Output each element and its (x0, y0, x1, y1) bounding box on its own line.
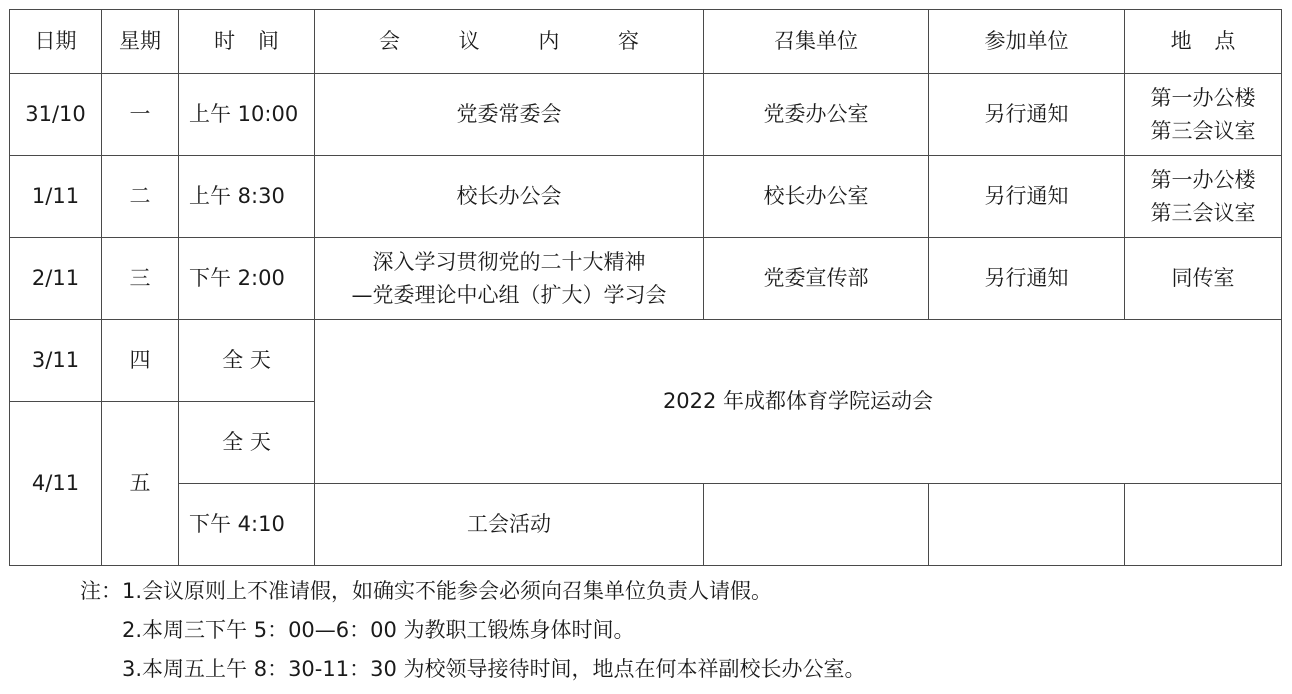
cell-content (315, 156, 704, 238)
cell-content-line: 校长办公会 (456, 184, 562, 208)
cell-convener: 校长办公室 (704, 156, 929, 238)
cell-time: 下午 4:10 (179, 484, 315, 566)
cell-date: 1/11 (10, 156, 102, 238)
cell-weekday: 一 (102, 74, 179, 156)
note-item (0, 572, 1292, 611)
table-row (10, 238, 1282, 320)
note-text: 1.会议原则上不准请假，如确实不能参会必须向召集单位负责人请假。 (122, 579, 773, 603)
note-text: 2.本周三下午 5：00—6：00 为教职工锻炼身体时间。 (122, 618, 635, 642)
cell-weekday: 二 (102, 156, 179, 238)
cell-weekday: 三 (102, 238, 179, 320)
cell-time: 上午 10:00 (179, 74, 315, 156)
cell-time: 全 天 (179, 402, 315, 484)
cell-date: 3/11 (10, 320, 102, 402)
table-row (10, 320, 1282, 402)
header-time: 时 间 (179, 10, 315, 74)
merged-event-cell: 2022 年成都体育学院运动会 (315, 320, 1282, 484)
cell-location-line: 第一办公楼 (1150, 167, 1256, 192)
header-row (10, 10, 1282, 74)
cell-content-line: 深入学习贯彻党的二十大精神 (372, 249, 646, 274)
cell-content (315, 74, 704, 156)
table-row (10, 74, 1282, 156)
cell-attendees (929, 484, 1125, 566)
cell-location-line: 第三会议室 (1150, 118, 1256, 143)
cell-time: 下午 2:00 (179, 238, 315, 320)
cell-attendees: 另行通知 (929, 74, 1125, 156)
notes-section (0, 572, 1292, 689)
cell-time: 全 天 (179, 320, 315, 402)
header-weekday: 星期 (102, 10, 179, 74)
table-row (10, 484, 1282, 566)
table-row (10, 156, 1282, 238)
cell-date: 2/11 (10, 238, 102, 320)
cell-location (1125, 238, 1282, 320)
cell-content-line: 工会活动 (467, 512, 551, 536)
note-item (0, 650, 1292, 689)
cell-location-line: 同传室 (1171, 266, 1235, 290)
meeting-schedule-table (9, 9, 1282, 566)
header-date: 日期 (10, 10, 102, 74)
notes-prefix: 注： (80, 579, 122, 603)
cell-date: 31/10 (10, 74, 102, 156)
note-item (0, 611, 1292, 650)
cell-location (1125, 156, 1282, 238)
cell-location (1125, 74, 1282, 156)
cell-location-line: 第三会议室 (1150, 200, 1256, 225)
cell-time: 上午 8:30 (179, 156, 315, 238)
header-content: 会 议 内 容 (315, 10, 704, 74)
cell-convener: 党委宣传部 (704, 238, 929, 320)
cell-convener: 党委办公室 (704, 74, 929, 156)
cell-content (315, 238, 704, 320)
cell-convener (704, 484, 929, 566)
header-convener: 召集单位 (704, 10, 929, 74)
cell-date: 4/11 (10, 402, 102, 566)
cell-content-line: 党委常委会 (456, 102, 562, 126)
cell-weekday: 四 (102, 320, 179, 402)
cell-location (1125, 484, 1282, 566)
cell-weekday: 五 (102, 402, 179, 566)
header-location: 地 点 (1125, 10, 1282, 74)
cell-location-line: 第一办公楼 (1150, 85, 1256, 110)
header-attendees: 参加单位 (929, 10, 1125, 74)
cell-attendees: 另行通知 (929, 156, 1125, 238)
cell-attendees: 另行通知 (929, 238, 1125, 320)
note-text: 3.本周五上午 8：30-11：30 为校领导接待时间，地点在何本祥副校长办公室。 (122, 657, 866, 681)
cell-content-line: —党委理论中心组（扩大）学习会 (351, 282, 667, 307)
cell-content (315, 484, 704, 566)
